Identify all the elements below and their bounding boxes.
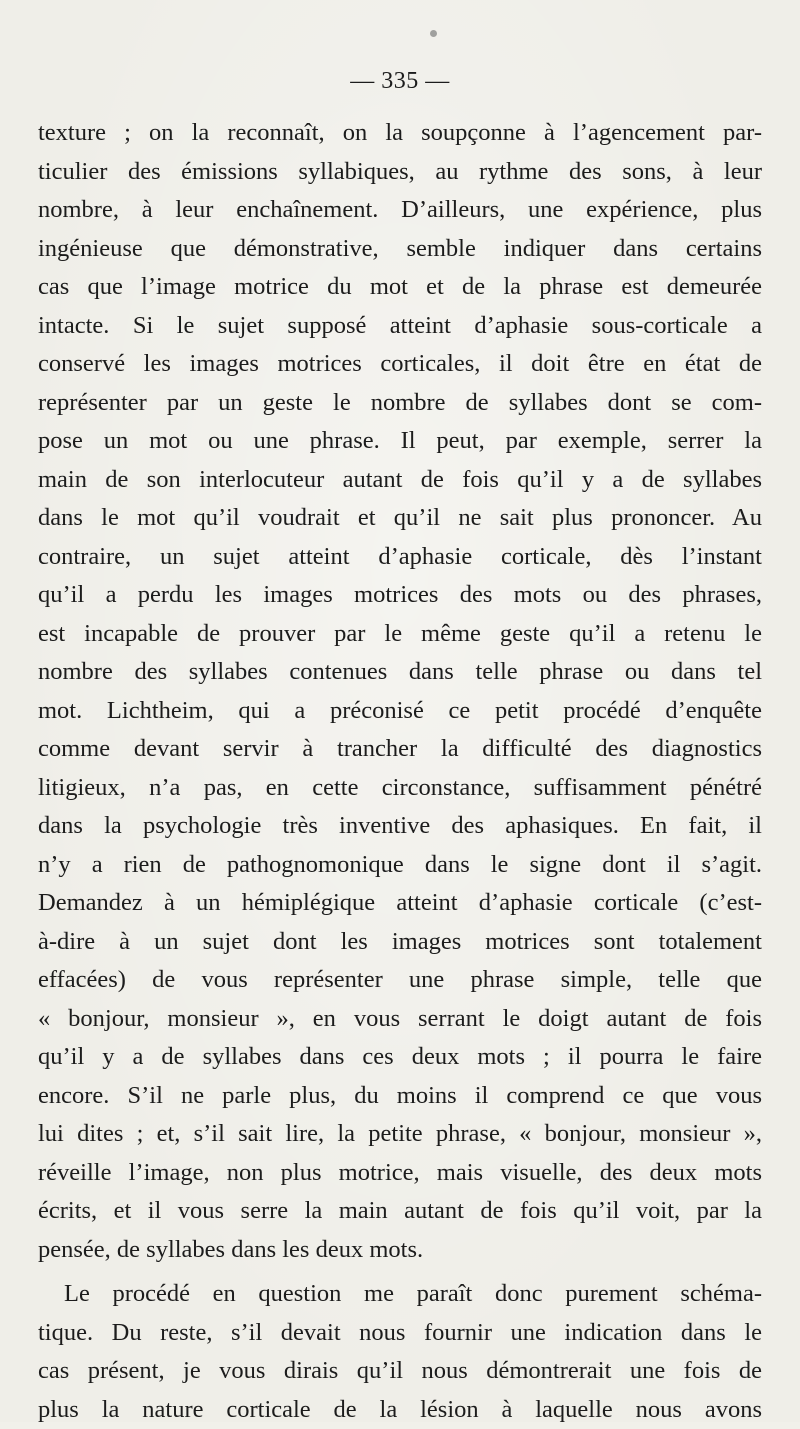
printer-dot-mark <box>430 30 437 37</box>
text-line: « bonjour, monsieur », en vous serrant le doigt autant de fois <box>38 1000 762 1039</box>
text-line: qu’il a perdu les images motrices des mots ou des phrases, <box>38 576 762 615</box>
text-line: qu’il y a de syllabes dans ces deux mots ; il pourra le faire <box>38 1038 762 1077</box>
text-line: Demandez à un hémiplégique atteint d’aphasie corticale (c’est- <box>38 884 762 923</box>
text-line: plus la nature corticale de la lésion à laquelle nous avons <box>38 1391 762 1429</box>
text-line: contraire, un sujet atteint d’aphasie corticale, dès l’instant <box>38 538 762 577</box>
text-line: dans la psychologie très inventive des aphasiques. En fait, il <box>38 807 762 846</box>
text-line: pensée, de syllabes dans les deux mots. <box>38 1231 762 1270</box>
text-line: tique. Du reste, s’il devait nous fournir une indication dans le <box>38 1314 762 1353</box>
text-line: ingénieuse que démonstrative, semble indiquer dans certains <box>38 230 762 269</box>
text-line: main de son interlocuteur autant de fois qu’il y a de syllabes <box>38 461 762 500</box>
text-line: intacte. Si le sujet supposé atteint d’aphasie sous-corticale a <box>38 307 762 346</box>
paragraph-2 <box>38 1275 762 1429</box>
text-line: lui dites ; et, s’il sait lire, la petite phrase, « bonjour, monsieur », <box>38 1115 762 1154</box>
text-line: mot. Lichtheim, qui a préconisé ce petit procédé d’enquête <box>38 692 762 731</box>
text-line: effacées) de vous représenter une phrase simple, telle que <box>38 961 762 1000</box>
text-line: encore. S’il ne parle plus, du moins il comprend ce que vous <box>38 1077 762 1116</box>
text-line: pose un mot ou une phrase. Il peut, par exemple, serrer la <box>38 422 762 461</box>
page-number: — 335 — <box>0 68 800 95</box>
text-line: nombre, à leur enchaînement. D’ailleurs, une expérience, plus <box>38 191 762 230</box>
text-line: est incapable de prouver par le même geste qu’il a retenu le <box>38 615 762 654</box>
text-line: ticulier des émissions syllabiques, au rythme des sons, à leur <box>38 153 762 192</box>
text-line: conservé les images motrices corticales, il doit être en état de <box>38 345 762 384</box>
text-line: représenter par un geste le nombre de syllabes dont se com- <box>38 384 762 423</box>
text-line: comme devant servir à trancher la difficulté des diagnostics <box>38 730 762 769</box>
paragraph-1 <box>38 114 762 1269</box>
text-line: écrits, et il vous serre la main autant de fois qu’il voit, par la <box>38 1192 762 1231</box>
text-line: cas présent, je vous dirais qu’il nous démontrerait une fois de <box>38 1352 762 1391</box>
text-line: dans le mot qu’il voudrait et qu’il ne sait plus prononcer. Au <box>38 499 762 538</box>
text-line: texture ; on la reconnaît, on la soupçonne à l’agencement par- <box>38 114 762 153</box>
text-line: litigieux, n’a pas, en cette circonstance, suffisamment pénétré <box>38 769 762 808</box>
text-line: cas que l’image motrice du mot et de la phrase est demeurée <box>38 268 762 307</box>
text-line: n’y a rien de pathognomonique dans le signe dont il s’agit. <box>38 846 762 885</box>
body-text <box>38 114 762 1429</box>
text-line: à-dire à un sujet dont les images motrices sont totalement <box>38 923 762 962</box>
text-line: Le procédé en question me paraît donc purement schéma- <box>38 1275 762 1314</box>
text-line: réveille l’image, non plus motrice, mais visuelle, des deux mots <box>38 1154 762 1193</box>
text-line: nombre des syllabes contenues dans telle phrase ou dans tel <box>38 653 762 692</box>
